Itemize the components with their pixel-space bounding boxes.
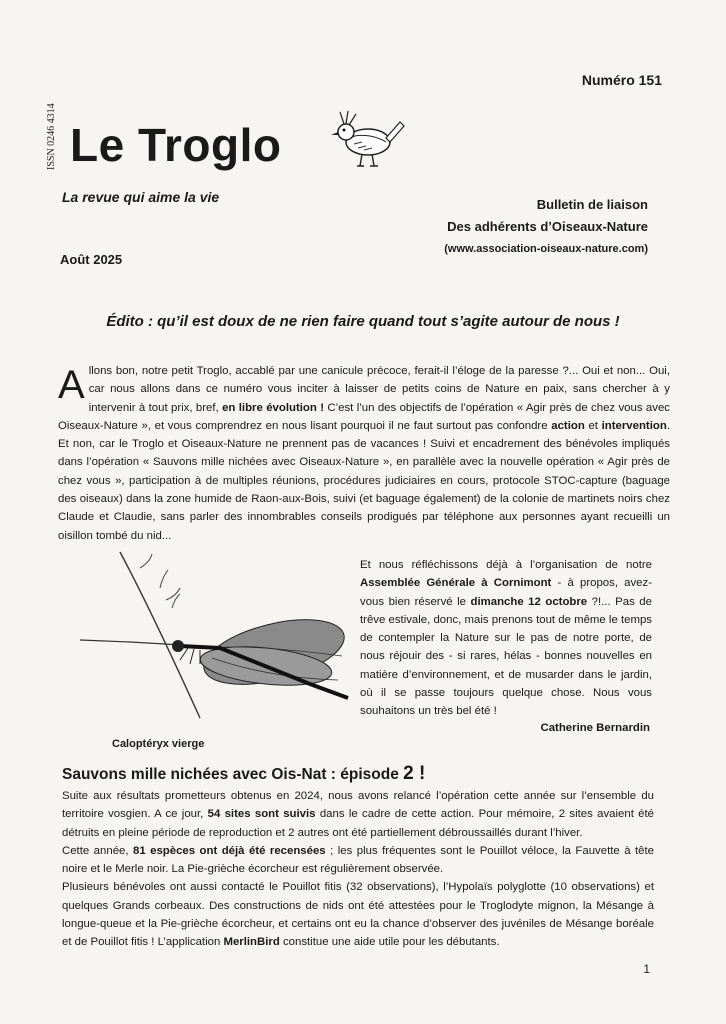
section-paragraph	[62, 787, 654, 952]
text-run: . Et non, car le Troglo et Oiseaux-Nature ne prennent pas de vacances ! Suivi et encadrement des bénévoles impliqués dans l’opération « Sauvons mille nichées avec Oiseaux-Nature », en parallèle avec la nouvelle opération « Agir près de chez vous », participation à de multiples réunions, procédures judiciaires en cours, protocole STOC-capture (baguage des oiseaux) dans la zone humide de Raon-aux-Bois, suivi (et baguage également) de la colonie de martinets noirs chez Claude et Claudie, sans parler des innombrables conseils prodigués par téléphone aux personnes ayant recueilli un oisillon tombé du nid...	[58, 419, 670, 542]
text-run: llons bon, notre petit Troglo, accablé par une canicule précoce, ferait-il l’éloge de la paresse ?... Oui et non... Oui, car nous allons dans ce numéro vous inciter à laisser de petits coins de Nature en paix, sans chercher à y intervenir à tout prix, bref,	[88, 365, 670, 414]
text-run: ; les plus fréquentes sont le Pouillot véloce, la Fauvette à tête noire et le Merle noir. La Pie-grièche écorcheur est régulièrement observée.	[62, 844, 654, 876]
edito-paragraph-1	[58, 362, 670, 545]
issue-date: Août 2025	[60, 252, 123, 267]
text-run-bold: 81 espèces ont déjà été recensées	[133, 844, 326, 857]
page-number: 1	[643, 962, 650, 976]
drop-cap: A	[58, 363, 85, 407]
wren-logo-icon	[330, 108, 408, 170]
bulletin-line-1: Bulletin de liaison	[536, 197, 648, 212]
magazine-title: Le Troglo	[70, 119, 282, 171]
issue-number: Numéro 151	[581, 72, 662, 88]
text-run: constitue une aide utile pour les débutants.	[279, 936, 500, 949]
text-run: Et nous réfléchissons déjà à l’organisation de notre	[360, 559, 652, 571]
text-run: C’est l’un des objectifs de l’opération « Agir près de chez vous avec Oiseaux-Nature », et vous comprendrez en nous lisant pourquoi il ne faut surtout pas confondre	[58, 401, 670, 432]
association-url[interactable]: (www.association-oiseaux-nature.com)	[444, 243, 648, 255]
text-run: Cette année,	[62, 844, 133, 857]
edito-paragraph-2	[360, 556, 652, 721]
tagline: La revue qui aime la vie	[62, 189, 220, 205]
text-run: et	[584, 419, 602, 432]
text-run-bold: intervention	[601, 419, 667, 432]
edito-signature: Catherine Bernardin	[540, 722, 650, 734]
text-run-bold: Assemblée Générale à Cornimont	[360, 577, 552, 590]
text-run-bold: action	[551, 419, 585, 432]
text-run: dans le cadre de cette action. Pour mémoire, 2 sites avaient été détruits en pleine période de reproduction et 2 autres ont été partiellement débroussaillés durant l’hiver.	[62, 808, 654, 839]
text-run-bold: 54 sites sont suivis	[207, 808, 316, 821]
bulletin-info	[444, 194, 648, 260]
text-run-bold: MerlinBird	[223, 936, 280, 949]
section-title-text: Sauvons mille nichées avec Ois-Nat : épisode	[62, 766, 404, 783]
text-run: Plusieurs bénévoles ont aussi contacté le Pouillot fitis (32 observations), l’Hypolaïs polyglotte (10 observations) et quelques Grands corbeaux. Des constructions de nids ont été attestées pour le Troglodyte mignon, la Mésange à longue-queue et la Pie-grièche écorcheur, et certains ont eu la chance d’observer des juvéniles de Mésange boréale et de Pouillot fitis ! L’application	[62, 881, 654, 949]
text-run: Suite aux résultats prometteurs obtenus en 2024, nous avons relancé l’opération cette année sur l’ensemble du territoire vosgien. A ce jour,	[62, 790, 654, 821]
section-title	[62, 763, 425, 785]
edito-title: Édito : qu’il est doux de ne rien faire quand tout s’agite autour de nous !	[106, 313, 620, 330]
text-run-bold: en libre évolution !	[222, 401, 324, 414]
text-run: ?!... Pas de trêve estivale, donc, mais prenons tout de même le temps de contempler la Nature sur le pas de notre porte, de nous réjouir des - si rares, hélas - bonnes nouvelles en matière d’environnement, et de musarder dans le jardin, où il se passe toujours quelque chose. Nous vous souhaitons un très bel été !	[360, 595, 652, 718]
section-title-number: 2 !	[403, 763, 426, 784]
text-run: - à propos, avez-vous bien réservé le	[360, 577, 653, 608]
illustration-caption: Caloptéryx vierge	[112, 738, 205, 750]
damselfly-illustration	[80, 548, 350, 738]
issn: ISSN 0246 4314	[46, 103, 57, 170]
text-run-bold: dimanche 12 octobre	[470, 595, 588, 608]
bulletin-line-2: Des adhérents d’Oiseaux-Nature	[447, 219, 648, 234]
